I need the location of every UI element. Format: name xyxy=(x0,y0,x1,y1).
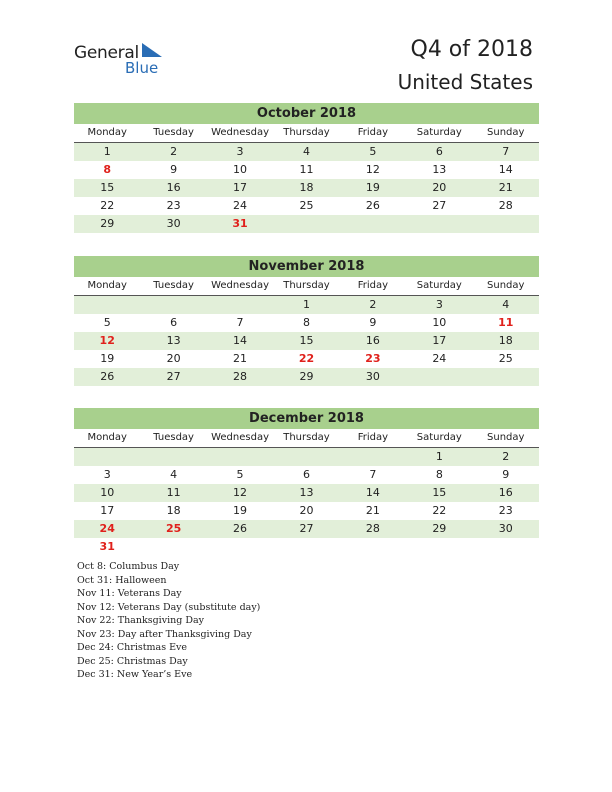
weekday-label: Wednesday xyxy=(211,280,269,291)
weekday-label: Thursday xyxy=(283,280,330,291)
week-row xyxy=(74,466,539,484)
week-row xyxy=(74,502,539,520)
holiday-day-cell: 31 xyxy=(99,540,115,553)
day-cell: 19 xyxy=(233,504,248,517)
week-row xyxy=(74,350,539,368)
week-row xyxy=(74,215,539,233)
weekday-label: Tuesday xyxy=(153,432,194,443)
day-cell: 2 xyxy=(369,298,377,311)
day-cell: 29 xyxy=(299,370,314,383)
day-cell: 9 xyxy=(502,468,510,481)
day-cell: 8 xyxy=(435,468,443,481)
month-title: November 2018 xyxy=(74,256,539,277)
day-cell: 12 xyxy=(233,486,248,499)
day-cell: 10 xyxy=(233,163,248,176)
day-cell: 29 xyxy=(432,522,447,535)
day-cell: 20 xyxy=(299,504,314,517)
day-cell xyxy=(406,215,472,233)
day-cell: 17 xyxy=(233,181,248,194)
day-cell: 28 xyxy=(365,522,380,535)
day-cell: 9 xyxy=(170,163,178,176)
day-cell: 13 xyxy=(166,334,181,347)
day-cell: 27 xyxy=(299,522,314,535)
day-cell: 4 xyxy=(302,145,310,158)
day-cell: 20 xyxy=(166,352,181,365)
day-cell: 30 xyxy=(166,217,181,230)
week-row xyxy=(74,161,539,179)
day-cell: 13 xyxy=(299,486,314,499)
day-cell: 18 xyxy=(299,181,314,194)
day-cell: 15 xyxy=(299,334,314,347)
day-cell xyxy=(207,296,273,314)
month-title: October 2018 xyxy=(74,103,539,124)
weeks-container xyxy=(74,296,539,386)
holiday-day-cell: 8 xyxy=(103,163,112,176)
day-cell: 21 xyxy=(233,352,248,365)
day-cell: 18 xyxy=(166,504,181,517)
weekday-label: Wednesday xyxy=(211,432,269,443)
day-cell: 3 xyxy=(103,468,111,481)
day-cell xyxy=(273,448,339,466)
holiday-day-cell: 31 xyxy=(232,217,248,230)
holiday-note: Dec 25: Christmas Day xyxy=(77,655,188,667)
weekday-label: Monday xyxy=(87,127,127,138)
day-cell: 11 xyxy=(299,163,314,176)
day-cell: 4 xyxy=(502,298,510,311)
weeks-container xyxy=(74,448,539,556)
day-cell: 24 xyxy=(233,199,248,212)
day-cell: 26 xyxy=(100,370,115,383)
weekday-label: Tuesday xyxy=(153,280,194,291)
day-cell xyxy=(406,538,472,556)
weekday-header-row xyxy=(74,124,539,143)
day-cell: 21 xyxy=(498,181,513,194)
day-cell xyxy=(273,215,339,233)
weekday-label: Sunday xyxy=(487,280,525,291)
day-cell xyxy=(140,538,206,556)
holiday-day-cell: 25 xyxy=(165,522,182,535)
logo-text-general: General xyxy=(74,43,139,63)
holiday-day-cell: 23 xyxy=(365,352,381,365)
weekday-label: Friday xyxy=(357,280,389,291)
day-cell: 17 xyxy=(100,504,115,517)
weekday-label: Saturday xyxy=(416,127,462,138)
day-cell xyxy=(340,538,406,556)
day-cell: 8 xyxy=(302,316,310,329)
day-cell: 14 xyxy=(233,334,248,347)
weekday-header-row xyxy=(74,277,539,296)
day-cell: 4 xyxy=(170,468,178,481)
day-cell: 2 xyxy=(502,450,510,463)
day-cell xyxy=(74,296,140,314)
day-cell xyxy=(140,296,206,314)
day-cell: 18 xyxy=(498,334,513,347)
day-cell: 7 xyxy=(502,145,510,158)
day-cell: 5 xyxy=(369,145,377,158)
day-cell: 23 xyxy=(166,199,181,212)
weekday-label: Monday xyxy=(87,432,127,443)
quarter-title: Q4 of 2018 xyxy=(410,37,533,62)
day-cell: 3 xyxy=(435,298,443,311)
weekday-header-row xyxy=(74,429,539,448)
weeks-container xyxy=(74,143,539,233)
day-cell: 25 xyxy=(299,199,314,212)
weekday-label: Tuesday xyxy=(153,127,194,138)
week-row xyxy=(74,448,539,466)
day-cell: 14 xyxy=(498,163,513,176)
holiday-note: Nov 22: Thanksgiving Day xyxy=(77,615,204,626)
holiday-note: Nov 23: Day after Thanksgiving Day xyxy=(77,628,252,640)
day-cell: 30 xyxy=(365,370,380,383)
day-cell xyxy=(473,215,539,233)
weekday-label: Wednesday xyxy=(211,127,269,138)
day-cell: 17 xyxy=(432,334,447,347)
day-cell: 12 xyxy=(365,163,380,176)
day-cell: 21 xyxy=(365,504,380,517)
day-cell: 27 xyxy=(432,199,447,212)
logo-text-blue: Blue xyxy=(125,59,159,77)
day-cell: 2 xyxy=(170,145,178,158)
weekday-label: Saturday xyxy=(416,280,462,291)
logo-triangle-icon xyxy=(142,43,162,59)
holiday-note: Nov 12: Veterans Day (substitute day) xyxy=(77,601,261,613)
week-row xyxy=(74,332,539,350)
day-cell: 6 xyxy=(435,145,443,158)
day-cell: 28 xyxy=(233,370,248,383)
day-cell xyxy=(340,215,406,233)
holiday-note: Dec 24: Christmas Eve xyxy=(77,642,188,653)
day-cell: 14 xyxy=(365,486,380,499)
day-cell: 10 xyxy=(432,316,447,329)
holiday-note: Oct 8: Columbus Day xyxy=(77,561,180,572)
day-cell: 27 xyxy=(166,370,181,383)
week-row xyxy=(74,484,539,502)
weekday-label: Sunday xyxy=(487,127,525,138)
weekday-label: Friday xyxy=(357,127,389,138)
day-cell: 26 xyxy=(365,199,380,212)
month-november xyxy=(74,256,539,386)
weekday-label: Saturday xyxy=(416,432,462,443)
day-cell: 24 xyxy=(432,352,447,365)
day-cell: 22 xyxy=(432,504,447,517)
day-cell: 9 xyxy=(369,316,377,329)
day-cell: 20 xyxy=(432,181,447,194)
day-cell xyxy=(140,448,206,466)
week-row xyxy=(74,314,539,332)
day-cell: 6 xyxy=(302,468,310,481)
day-cell: 10 xyxy=(100,486,115,499)
day-cell xyxy=(406,368,472,386)
day-cell: 16 xyxy=(166,181,181,194)
day-cell: 28 xyxy=(498,199,513,212)
holiday-list xyxy=(77,560,260,682)
day-cell: 22 xyxy=(100,199,115,212)
day-cell: 1 xyxy=(302,298,310,311)
day-cell: 13 xyxy=(432,163,447,176)
holiday-day-cell: 24 xyxy=(99,522,115,535)
weekday-label: Thursday xyxy=(283,432,330,443)
day-cell: 16 xyxy=(365,334,380,347)
month-title: December 2018 xyxy=(74,408,539,429)
day-cell: 1 xyxy=(103,145,111,158)
holiday-note: Dec 31: New Year’s Eve xyxy=(77,669,193,680)
holiday-day-cell: 12 xyxy=(99,334,115,347)
day-cell: 7 xyxy=(236,316,244,329)
day-cell xyxy=(74,448,140,466)
day-cell: 5 xyxy=(236,468,244,481)
week-row xyxy=(74,538,539,556)
day-cell: 7 xyxy=(369,468,377,481)
day-cell: 15 xyxy=(100,181,115,194)
holiday-day-cell: 22 xyxy=(298,352,315,365)
weekday-label: Friday xyxy=(357,432,389,443)
day-cell: 15 xyxy=(432,486,447,499)
day-cell: 11 xyxy=(166,486,181,499)
day-cell: 19 xyxy=(100,352,115,365)
day-cell xyxy=(273,538,339,556)
day-cell: 16 xyxy=(498,486,513,499)
day-cell: 25 xyxy=(498,352,513,365)
week-row xyxy=(74,143,539,161)
weekday-label: Sunday xyxy=(487,432,525,443)
week-row xyxy=(74,520,539,538)
day-cell: 29 xyxy=(100,217,115,230)
weekday-label: Thursday xyxy=(283,127,330,138)
day-cell xyxy=(473,538,539,556)
day-cell: 19 xyxy=(365,181,380,194)
month-december xyxy=(74,408,539,556)
day-cell: 26 xyxy=(233,522,248,535)
day-cell: 5 xyxy=(103,316,111,329)
day-cell xyxy=(207,448,273,466)
holiday-note: Nov 11: Veterans Day xyxy=(77,588,182,599)
week-row xyxy=(74,296,539,314)
holiday-day-cell: 11 xyxy=(498,316,514,329)
day-cell: 30 xyxy=(498,522,513,535)
weekday-label: Monday xyxy=(87,280,127,291)
week-row xyxy=(74,179,539,197)
country-title: United States xyxy=(397,70,533,94)
day-cell: 6 xyxy=(170,316,178,329)
month-october xyxy=(74,103,539,233)
day-cell xyxy=(340,448,406,466)
week-row xyxy=(74,197,539,215)
day-cell: 1 xyxy=(435,450,443,463)
day-cell xyxy=(207,538,273,556)
day-cell xyxy=(473,368,539,386)
holiday-note: Oct 31: Halloween xyxy=(77,574,167,586)
day-cell: 23 xyxy=(498,504,513,517)
week-row xyxy=(74,368,539,386)
day-cell: 3 xyxy=(236,145,244,158)
